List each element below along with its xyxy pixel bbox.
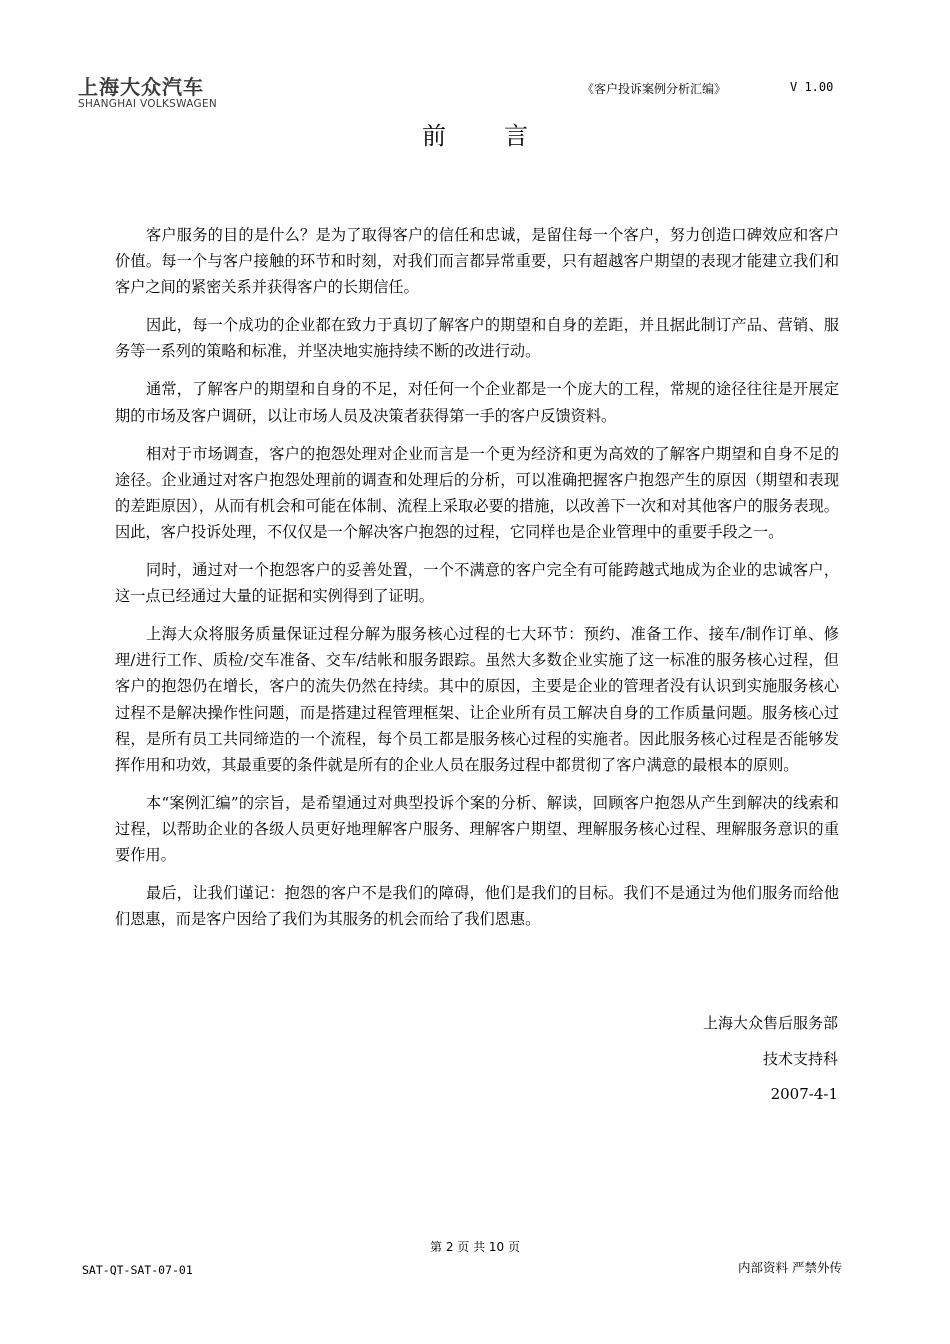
paragraph: 最后，让我们谨记：抱怨的客户不是我们的障碍，他们是我们的目标。我们不是通过为他们服务而给他们恩惠，而是客户因给了我们为其服务的机会而给了我们恩惠。 xyxy=(115,884,839,929)
signature-section: 技术支持科 xyxy=(762,1050,838,1068)
document-code: SAT-QT-SAT-07-01 xyxy=(82,1263,193,1277)
confidential-notice: 内部资料 严禁外传 xyxy=(738,1260,842,1275)
page-heading: 前言 xyxy=(422,122,586,150)
paragraph: 相对于市场调查，客户的抱怨处理对企业而言是一个更为经济和更为高效的了解客户期望和自身不足的途径。企业通过对客户抱怨处理前的调查和处理后的分析，可以准确把握客户抱怨产生的原因（期望和表现的差距原因），从而有机会和可能在体制、流程上采取必要的措施，以改善下一次和对其他客户的服务表现。因此，客户投诉处理，不仅仅是一个解决客户抱怨的过程，它同样也是企业管理中的重要手段之一。 xyxy=(115,444,839,541)
body-text xyxy=(115,222,839,944)
paragraph: 上海大众将服务质量保证过程分解为服务核心过程的七大环节：预约、准备工作、接车/制作订单、修理/进行工作、质检/交车准备、交车/结帐和服务跟踪。虽然大多数企业实施了这一标准的服务核心过程，但客户的抱怨仍在增长，客户的流失仍然在持续。其中的原因，主要是企业的管理者没有认识到实施服务核心过程不是解决操作性问题，而是搭建过程管理框架、让企业所有员工解决自身的工作质量问题。服务核心过程，是所有员工共同缔造的一个流程，每个员工都是服务核心过程的实施者。因此服务核心过程是否能够发挥作用和功效，其最重要的条件就是所有的企业人员在服务过程中都贯彻了客户满意的最根本的原则。 xyxy=(115,625,839,774)
paragraph: 客户服务的目的是什么？是为了取得客户的信任和忠诚，是留住每一个客户，努力创造口碑效应和客户价值。每一个与客户接触的环节和时刻，对我们而言都异常重要，只有超越客户期望的表现才能建立我们和客户之间的紧密关系并获得客户的长期信任。 xyxy=(115,226,839,297)
document-title: 《客户投诉案例分析汇编》 xyxy=(582,82,727,96)
paragraph: 通常，了解客户的期望和自身的不足，对任何一个企业都是一个庞大的工程，常规的途径往往是开展定期的市场及客户调研，以让市场人员及决策者获得第一手的客户反馈资料。 xyxy=(115,380,839,425)
document-version: V 1.00 xyxy=(790,80,834,94)
logo-chinese: 上海大众汽车 xyxy=(78,75,204,99)
signature-department: 上海大众售后服务部 xyxy=(702,1014,838,1032)
paragraph: 同时，通过对一个抱怨客户的妥善处置，一个不满意的客户完全有可能跨越式地成为企业的忠诚客户，这一点已经通过大量的证据和实例得到了证明。 xyxy=(115,561,839,606)
signature-date: 2007-4-1 xyxy=(770,1085,838,1103)
page-number: 第 2 页 共 10 页 xyxy=(430,1240,520,1254)
paragraph: 因此，每一个成功的企业都在致力于真切了解客户的期望和自身的差距，并且据此制订产品、营销、服务等一系列的策略和标准，并坚决地实施持续不断的改进行动。 xyxy=(115,316,839,361)
logo xyxy=(78,76,217,110)
logo-english: SHANGHAI VOLKSWAGEN xyxy=(78,98,218,110)
paragraph: 本“案例汇编”的宗旨，是希望通过对典型投诉个案的分析、解读，回顾客户抱怨从产生到解决的线索和过程，以帮助企业的各级人员更好地理解客户服务、理解客户期望、理解服务核心过程、理解服务意识的重要作用。 xyxy=(115,793,839,864)
